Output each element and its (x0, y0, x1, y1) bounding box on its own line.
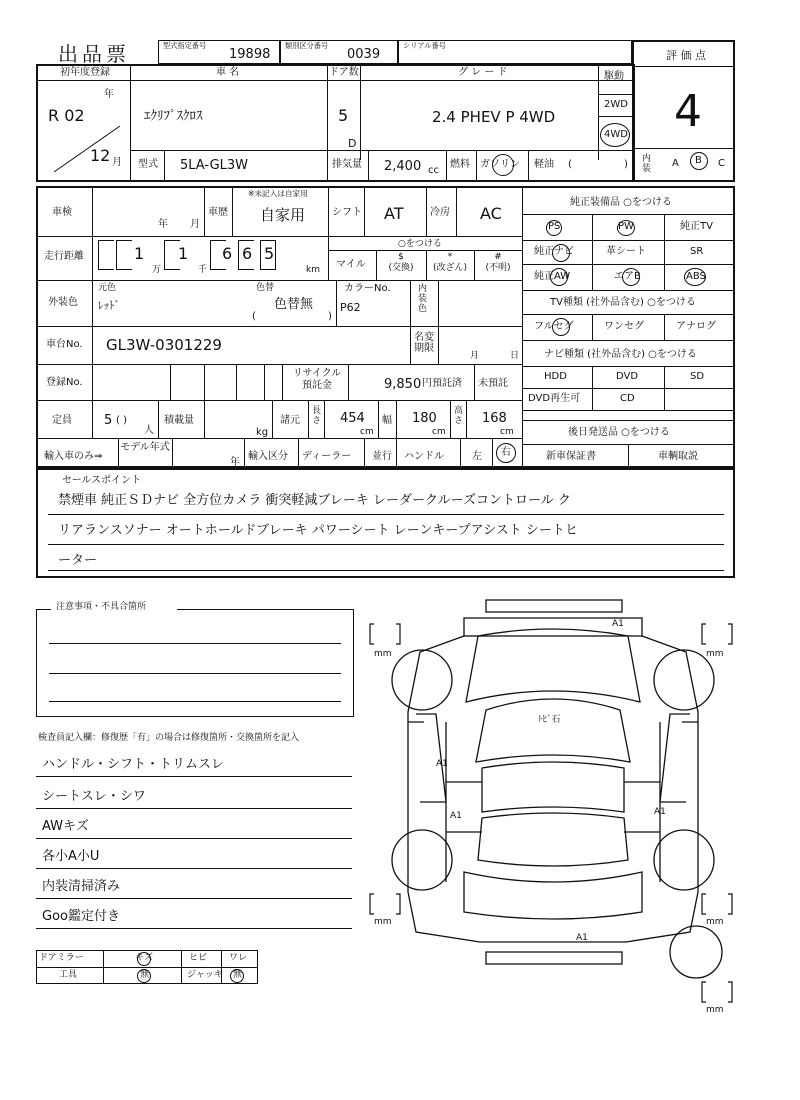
height-value: 168 (482, 411, 507, 426)
tire-unit-rl: mm (374, 917, 392, 927)
diagram-mark-a1: A1 (436, 759, 448, 769)
mileage-digit-5: 5 (264, 244, 275, 263)
original-color-value: ﾚｯﾄﾞ (98, 299, 120, 312)
navi-sd: SD (690, 371, 705, 382)
mileage-digit-box (116, 240, 132, 270)
right-label: 右 (501, 447, 511, 458)
car-diagram (360, 592, 760, 1022)
equip-airbag: エアB (614, 271, 641, 282)
mileage-digit-1: 1 (134, 244, 145, 263)
exterior-label: 外装色 (48, 297, 78, 308)
mirror-tool-table (36, 950, 258, 984)
notes-label: 注意事項・不具合箇所 (56, 602, 147, 612)
model-designation-value: 19898 (229, 47, 271, 62)
inspector-line-3: AWキズ (42, 819, 89, 834)
sales-line-2: リアランスソナー オートホールドブレーキ パワーシート レーンキープアシスト シートヒ (58, 523, 578, 538)
aircon-value: AC (480, 204, 502, 223)
car-name-label: 車 名 (216, 67, 240, 78)
history-label: 車歴 (208, 207, 228, 218)
color-paren: ) (328, 311, 332, 322)
tv-title: TV種類 (社外品含む) ○をつける (550, 297, 696, 308)
diagram-mark-a1: A1 (450, 811, 462, 821)
sales-point-box (36, 468, 735, 578)
tv-analog: アナログ (676, 321, 716, 332)
mileage-digit-box (98, 240, 114, 270)
load-unit: kg (256, 427, 269, 438)
equip-leather: 革シート (606, 246, 646, 257)
fuel-gas: ガソリン (480, 159, 520, 170)
table-tool: 工具 (59, 970, 78, 980)
color-paren: ( (252, 311, 256, 322)
equip-aw-circle (550, 268, 568, 286)
vehicle-info-box (36, 64, 635, 182)
first-reg-month-unit: 月 (112, 157, 122, 168)
equip-pw-circle (617, 220, 635, 236)
mileage-man: 万 (152, 265, 162, 275)
width-value: 180 (412, 411, 437, 426)
parallel-label: 並行 (372, 451, 392, 462)
height-unit: cm (500, 427, 514, 437)
interior-a: A (672, 158, 679, 169)
capacity-value: 5 (104, 413, 113, 428)
table-tool-none-circle (137, 969, 151, 983)
doors-label: ドア数 (329, 67, 359, 78)
mileage-digit-4: 6 (242, 244, 253, 263)
diagram-mark-a1: A1 (654, 807, 666, 817)
inspector-line-6: Goo鑑定付き (42, 909, 120, 924)
mileage-digit-3: 6 (222, 244, 233, 263)
shaken-year: 年 (158, 219, 168, 230)
mileage-unit: km (306, 265, 320, 275)
length-value: 454 (340, 411, 365, 426)
import-label: 輸入車のみ⇒ (44, 451, 103, 462)
first-reg-month: 12 (90, 146, 111, 165)
fuel-label: 燃料 (450, 159, 470, 170)
score-value: 4 (674, 86, 702, 137)
later-warranty: 新車保証書 (546, 451, 596, 462)
width-label: 幅 (382, 415, 392, 426)
doors-value: 5 (338, 106, 349, 125)
table-scratch-circle (137, 952, 151, 966)
shift-value: AT (384, 204, 404, 223)
score-box (632, 40, 735, 182)
left-label: 左 (472, 451, 482, 462)
table-crack: ヒビ (189, 953, 208, 963)
score-label: 評 価 点 (666, 49, 706, 62)
displacement-unit: cc (428, 165, 439, 176)
interior-c: C (718, 158, 725, 169)
equipment-title: 純正装備品 ○をつける (570, 197, 672, 208)
equip-airbag-circle (622, 268, 640, 286)
capacity-label: 定員 (52, 415, 72, 426)
equip-tv: 純正TV (680, 221, 713, 232)
table-break: ワレ (229, 953, 248, 963)
length-label: 長さ (312, 406, 322, 426)
equip-ps: PS (548, 221, 561, 232)
history-note: ※未記入は自家用 (248, 190, 308, 199)
color-change-label: 色替 (256, 283, 275, 293)
sales-line-3: ーター (58, 553, 98, 568)
equip-abs: ABS (686, 271, 706, 282)
tire-unit-fr: mm (706, 649, 724, 659)
mileage-sen: 千 (198, 265, 208, 275)
fuel-paren-open: ( (568, 159, 572, 170)
equip-pw: PW (618, 221, 634, 232)
doors-sub: D (348, 137, 357, 150)
category-box (280, 40, 398, 64)
model-type-label: 型式 (138, 159, 158, 170)
stone-chip-label: ﾄﾋﾞ石 (538, 715, 561, 725)
recycle-value: 9,850 (384, 377, 422, 392)
equip-sr: SR (690, 246, 704, 257)
name-change-label: 名変期限 (414, 332, 434, 354)
serial-label: シリアル番号 (403, 42, 446, 51)
navi-hdd: HDD (544, 371, 567, 382)
serial-box (398, 40, 632, 64)
mileage-circle-note: ○をつける (398, 239, 442, 249)
model-type-value: 5LA-GL3W (180, 158, 249, 173)
navi-dvd: DVD (616, 371, 639, 382)
color-no-label: カラーNo. (344, 283, 391, 294)
drive-label: 駆動 (604, 71, 624, 82)
later-manual: 車輌取説 (658, 451, 698, 462)
table-mirror: ドアミラー (39, 953, 84, 963)
later-title: 後日発送品 ○をつける (568, 427, 670, 438)
grade-label: グ レ ー ド (458, 67, 508, 78)
fuel-light: 軽油 (534, 159, 554, 170)
height-label: 高さ (454, 406, 464, 426)
displacement-label: 排気量 (332, 159, 362, 170)
color-no-value: P62 (340, 301, 361, 314)
tv-fullseg: フルセグ (534, 321, 574, 332)
mileage-label: 走行距離 (44, 251, 84, 262)
equip-abs-circle (684, 268, 706, 286)
table-jack-none: 無 (233, 970, 243, 980)
tire-unit-spare: mm (706, 1005, 724, 1015)
interior-label: 内装 (642, 154, 652, 174)
handle-label: ハンドル (404, 451, 444, 462)
shaken-month: 月 (190, 219, 200, 230)
table-tool-none: 無 (140, 970, 150, 980)
capacity-unit: 人 (144, 425, 154, 436)
shift-label: シフト (332, 207, 362, 218)
mileage-opt-tamper: * (改ざん) (432, 252, 468, 273)
fuel-paren-close: ) (624, 159, 628, 170)
equip-navi: 純正ナビ (534, 246, 574, 257)
diagram-mark-a1: A1 (612, 619, 624, 629)
page-title: 出品票 (58, 42, 130, 66)
inspector-line-1: ハンドル・シフト・トリムスレ (42, 757, 225, 772)
color-change-value: 色替無 (274, 297, 314, 312)
first-reg-year-unit: 年 (104, 89, 114, 100)
model-year-label: モデル年式 (120, 442, 170, 453)
import-type-label: 輸入区分 (248, 451, 288, 462)
equip-aw: 純正AW (534, 271, 571, 282)
width-unit: cm (432, 427, 446, 437)
inspector-line-4: 各小A小U (42, 849, 100, 864)
mileage-opt-exchange: $ (交換) (388, 252, 414, 273)
diagram-mark-a1: A1 (576, 933, 588, 943)
interior-b: B (695, 155, 702, 166)
shaken-label: 車検 (52, 207, 72, 218)
aircon-label: 冷房 (430, 207, 450, 218)
original-color-label: 元色 (98, 283, 117, 293)
navi-cd: CD (620, 393, 635, 404)
interior-color-label: 内装色 (418, 284, 428, 314)
load-label: 積載量 (164, 415, 194, 426)
car-name-value: ｴｸﾘﾌﾟｽｸﾛｽ (144, 109, 203, 124)
name-change-month: 月 (470, 351, 480, 361)
displacement-value: 2,400 (384, 159, 422, 174)
dealer-label: ディーラー (302, 451, 352, 462)
tv-oneseg: ワンセグ (604, 321, 644, 332)
table-jack-none-circle (230, 969, 244, 983)
recycle-label: リサイクル預託金 (292, 368, 342, 391)
capacity-paren: ( ) (116, 415, 127, 426)
chassis-label: 車台No. (46, 339, 83, 350)
recycle-unpaid: 未預託 (478, 378, 508, 389)
table-jack: ジャッキ (187, 970, 223, 980)
name-change-day: 日 (510, 351, 520, 361)
mileage-digit-2: 1 (178, 244, 189, 263)
tire-unit-rr: mm (706, 917, 724, 927)
history-value: 自家用 (260, 206, 306, 224)
drive-2wd: 2WD (604, 99, 628, 110)
equip-ps-circle (546, 220, 562, 236)
tv-fullseg-circle (552, 318, 570, 336)
detail-box (36, 186, 735, 468)
tire-unit-fl: mm (374, 649, 392, 659)
mileage-opt-unknown: # (不明) (485, 252, 511, 273)
sales-point-label: セールスポイント (62, 475, 142, 486)
model-designation-box (158, 40, 280, 64)
equip-navi-circle (552, 244, 570, 262)
inspector-line-5: 内装清掃済み (42, 879, 121, 894)
reg-no-label: 登録No. (46, 377, 83, 388)
chassis-value: GL3W-0301229 (106, 336, 222, 354)
category-label: 類別区分番号 (285, 42, 329, 51)
length-unit: cm (360, 427, 374, 437)
model-designation-label: 型式指定番号 (163, 42, 207, 51)
inspector-line-2: シートスレ・シワ (42, 789, 146, 804)
category-value: 0039 (347, 47, 381, 62)
recycle-unit: 円預託済 (422, 378, 462, 389)
dims-label: 諸元 (280, 415, 300, 426)
navi-title: ナビ種類 (社外品含む) ○をつける (544, 349, 697, 360)
inspector-label: 検査員記入欄：修復歴「有」の場合は修復箇所・交換箇所を記入 (38, 733, 300, 743)
first-reg-label: 初年度登録 (60, 67, 110, 78)
first-reg-era: R 02 (48, 106, 85, 125)
navi-dvd-play: DVD再生可 (528, 393, 581, 404)
model-year-unit: 年 (230, 457, 240, 468)
sales-line-1: 禁煙車 純正ＳＤナビ 全方位カメラ 衝突軽減ブレーキ レーダークルーズコントロール ク (58, 493, 571, 508)
fuel-gas-circle (492, 154, 514, 176)
drive-4wd: 4WD (604, 129, 628, 140)
grade-value: 2.4 PHEV P 4WD (432, 108, 556, 126)
mileage-opt-mile: マイル (336, 259, 366, 270)
notes-box (36, 609, 354, 717)
table-scratch: キズ (135, 953, 153, 963)
